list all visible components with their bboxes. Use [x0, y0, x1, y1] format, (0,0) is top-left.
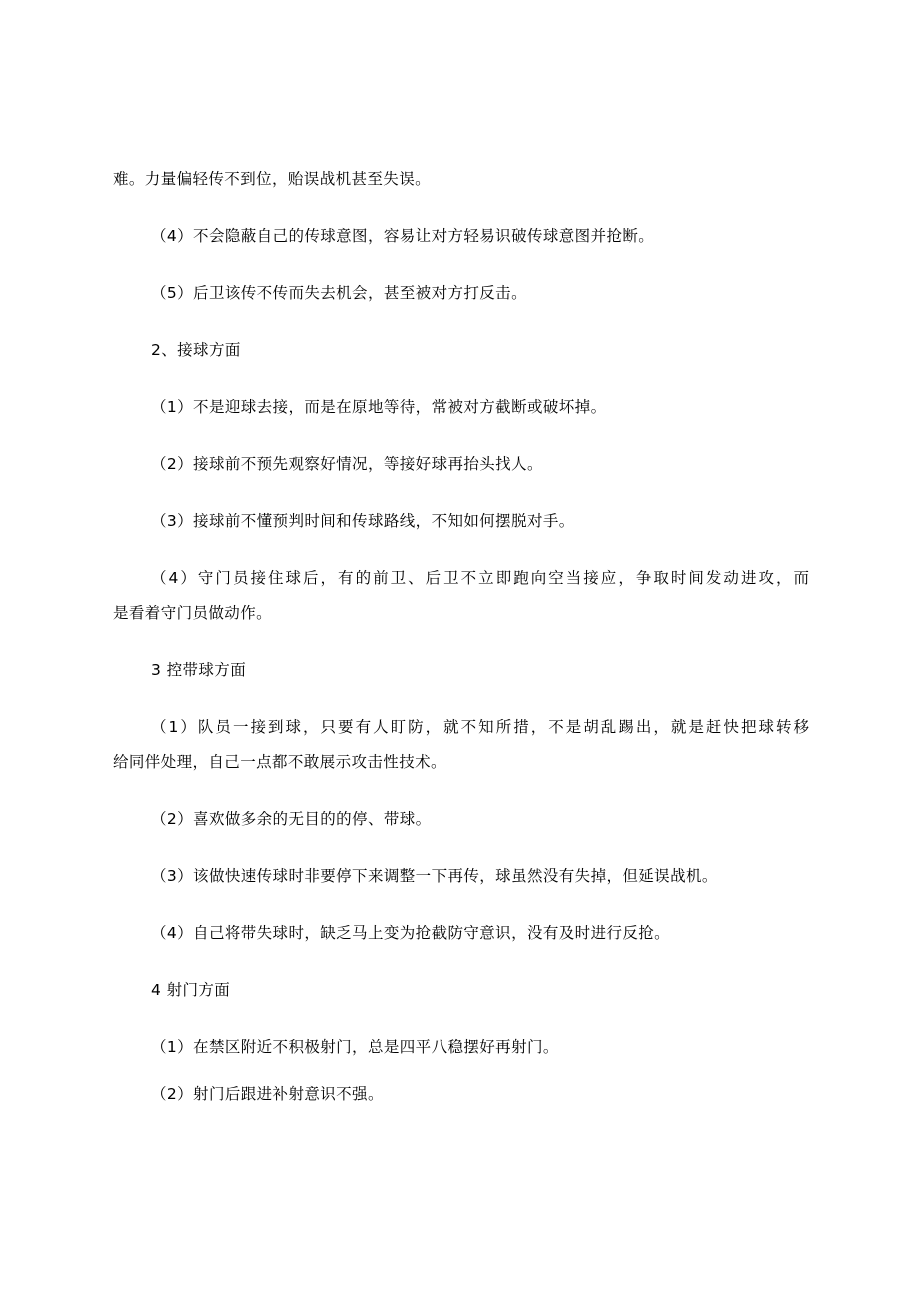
- paragraph-line: （2）喜欢做多余的无目的的停、带球。: [151, 810, 432, 828]
- paragraph-line: （2）射门后跟进补射意识不强。: [151, 1085, 384, 1103]
- paragraph-line: 难。力量偏轻传不到位，贻误战机甚至失误。: [113, 170, 432, 188]
- paragraph-line: 是看着守门员做动作。: [113, 604, 273, 622]
- paragraph-line: （4）自己将带失球时，缺乏马上变为抢截防守意识，没有及时进行反抢。: [151, 924, 671, 942]
- paragraph-line: （1）在禁区附近不积极射门，总是四平八稳摆好再射门。: [151, 1038, 559, 1056]
- paragraph-line: 给同伴处理，自己一点都不敢展示攻击性技术。: [113, 753, 447, 771]
- section-heading: 2、接球方面: [151, 341, 241, 359]
- paragraph-line: （3）该做快速传球时非要停下来调整一下再传，球虽然没有失掉，但延误战机。: [151, 867, 718, 885]
- paragraph-line: （3）接球前不懂预判时间和传球路线，不知如何摆脱对手。: [151, 512, 575, 530]
- paragraph-line: （1）不是迎球去接，而是在原地等待，常被对方截断或破坏掉。: [151, 398, 607, 416]
- paragraph-line: （5）后卫该传不传而失去机会，甚至被对方打反击。: [151, 284, 527, 302]
- paragraph-line: （1）队员一接到球，只要有人盯防，就不知所措，不是胡乱踢出，就是赶快把球转移: [151, 718, 809, 736]
- section-heading: 4 射门方面: [151, 981, 231, 999]
- paragraph-line: （4）不会隐蔽自己的传球意图，容易让对方轻易识破传球意图并抢断。: [151, 227, 655, 245]
- paragraph-line: （2）接球前不预先观察好情况，等接好球再抬头找人。: [151, 455, 543, 473]
- section-heading: 3 控带球方面: [151, 661, 247, 679]
- paragraph-line: （4）守门员接住球后，有的前卫、后卫不立即跑向空当接应，争取时间发动进攻，而: [151, 569, 809, 587]
